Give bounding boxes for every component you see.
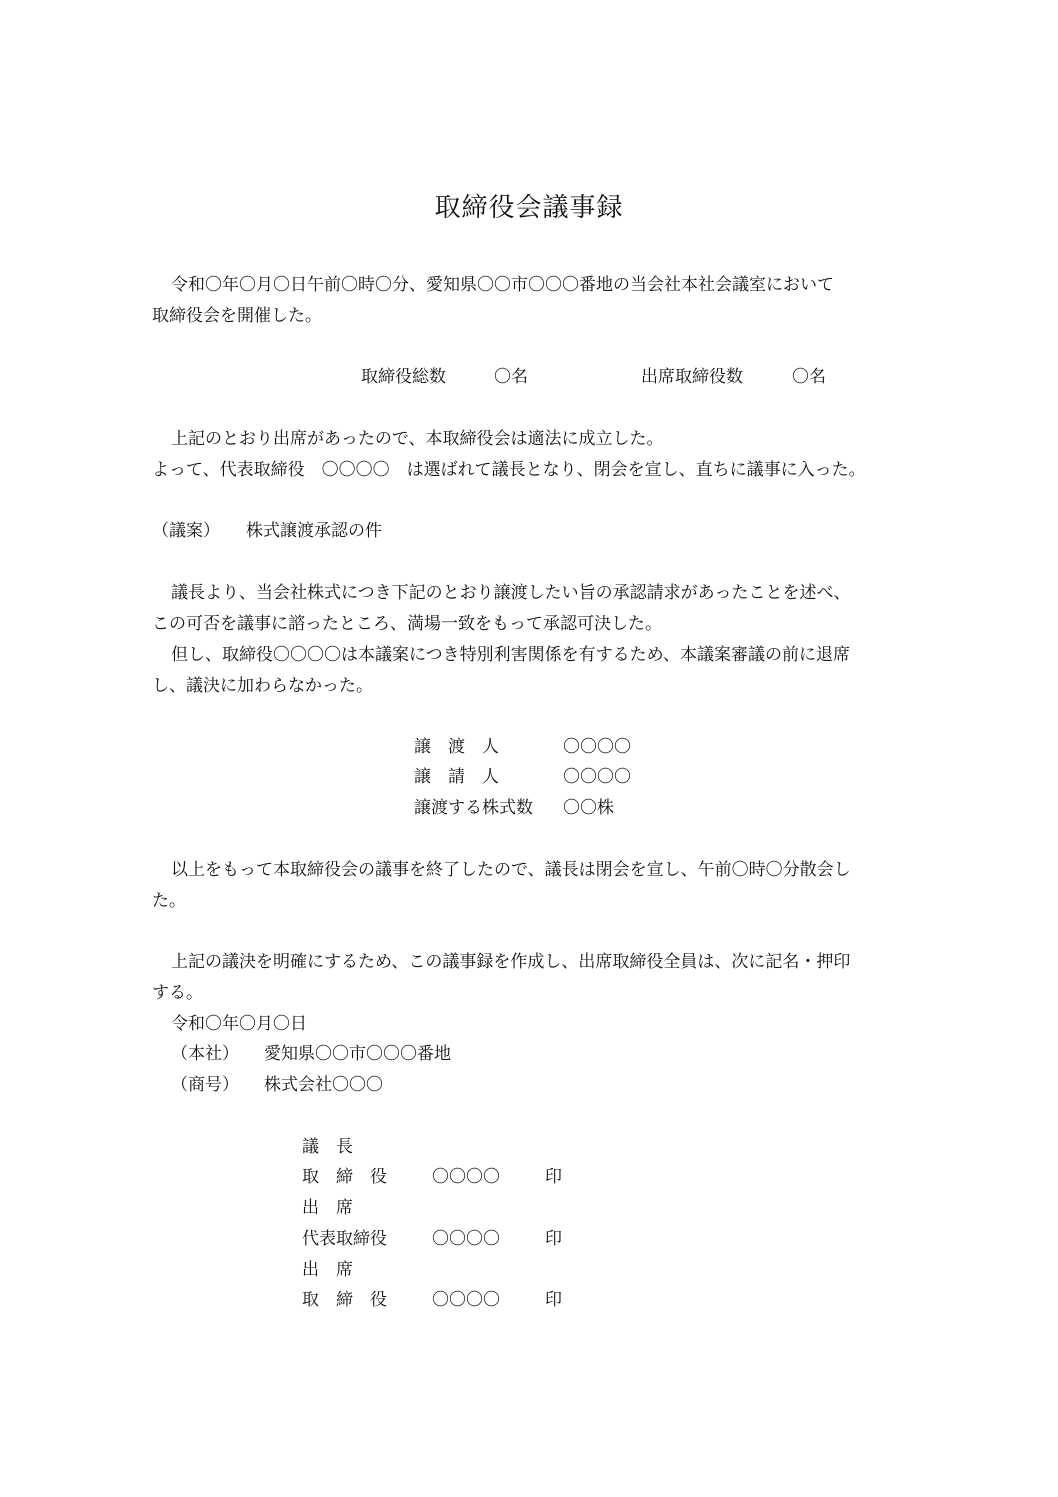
company-label: （商号） [171,1075,239,1095]
signature-title-1: 取 締 役 [302,1167,387,1187]
record-line-1: 上記の議決を明確にするため、この議事録を作成し、出席取締役全員は、次に記名・押印 [171,952,851,972]
document-title: 取締役会議事録 [434,193,624,223]
discussion-line-4: し、議決に加わらなかった。 [152,676,373,696]
transferor-value: 〇〇〇〇 [563,737,631,757]
office-address: 愛知県〇〇市〇〇〇番地 [264,1044,451,1064]
closing-line-2: た。 [152,891,186,911]
signature-name-2: 〇〇〇〇 [432,1229,500,1249]
agenda-title: 株式譲渡承認の件 [246,521,382,541]
agenda-label: （議案） [152,521,220,541]
signature-name-1: 〇〇〇〇 [432,1167,500,1187]
intro-line-2: 取締役会を開催した。 [152,306,322,326]
transferee-label: 譲 請 人 [414,767,499,787]
seal-mark-3: 印 [545,1290,562,1310]
intro-line-1: 令和〇年〇月〇日午前〇時〇分、愛知県〇〇市〇〇〇番地の当会社本社会議室において [171,275,834,295]
director-present-label: 出席取締役数 [641,367,743,387]
discussion-line-3: 但し、取締役〇〇〇〇は本議案につき特別利害関係を有するため、本議案審議の前に退席 [171,645,850,665]
director-present-value: 〇名 [792,367,826,387]
shares-label: 譲渡する株式数 [414,798,533,818]
transferee-value: 〇〇〇〇 [563,767,631,787]
discussion-line-2: この可否を議事に諮ったところ、満場一致をもって承認可決した。 [152,614,662,634]
discussion-line-1: 議長より、当会社株式につき下記のとおり譲渡したい旨の承認請求があったことを述べ、 [171,583,851,603]
seal-mark-2: 印 [545,1229,562,1249]
record-line-2: する。 [152,983,203,1003]
transferor-label: 譲 渡 人 [414,737,499,757]
company-name: 株式会社〇〇〇 [264,1075,383,1095]
signature-title-2: 代表取締役 [302,1229,387,1249]
signature-role-present-2: 出 席 [302,1260,353,1280]
signature-role-chair: 議 長 [302,1137,353,1157]
signature-role-present-1: 出 席 [302,1198,353,1218]
signature-name-3: 〇〇〇〇 [432,1290,500,1310]
director-total-label: 取締役総数 [361,367,446,387]
director-total-value: 〇名 [494,367,528,387]
quorum-line-1: 上記のとおり出席があったので、本取締役会は適法に成立した。 [171,429,664,449]
quorum-line-2: よって、代表取締役 〇〇〇〇 は選ばれて議長となり、閉会を宣し、直ちに議事に入った。 [152,460,866,480]
shares-value: 〇〇株 [563,798,614,818]
seal-mark-1: 印 [545,1167,562,1187]
record-date: 令和〇年〇月〇日 [171,1014,307,1034]
signature-title-3: 取 締 役 [302,1290,387,1310]
office-label: （本社） [171,1044,239,1064]
closing-line-1: 以上をもって本取締役会の議事を終了したので、議長は閉会を宣し、午前〇時〇分散会し [171,860,851,880]
